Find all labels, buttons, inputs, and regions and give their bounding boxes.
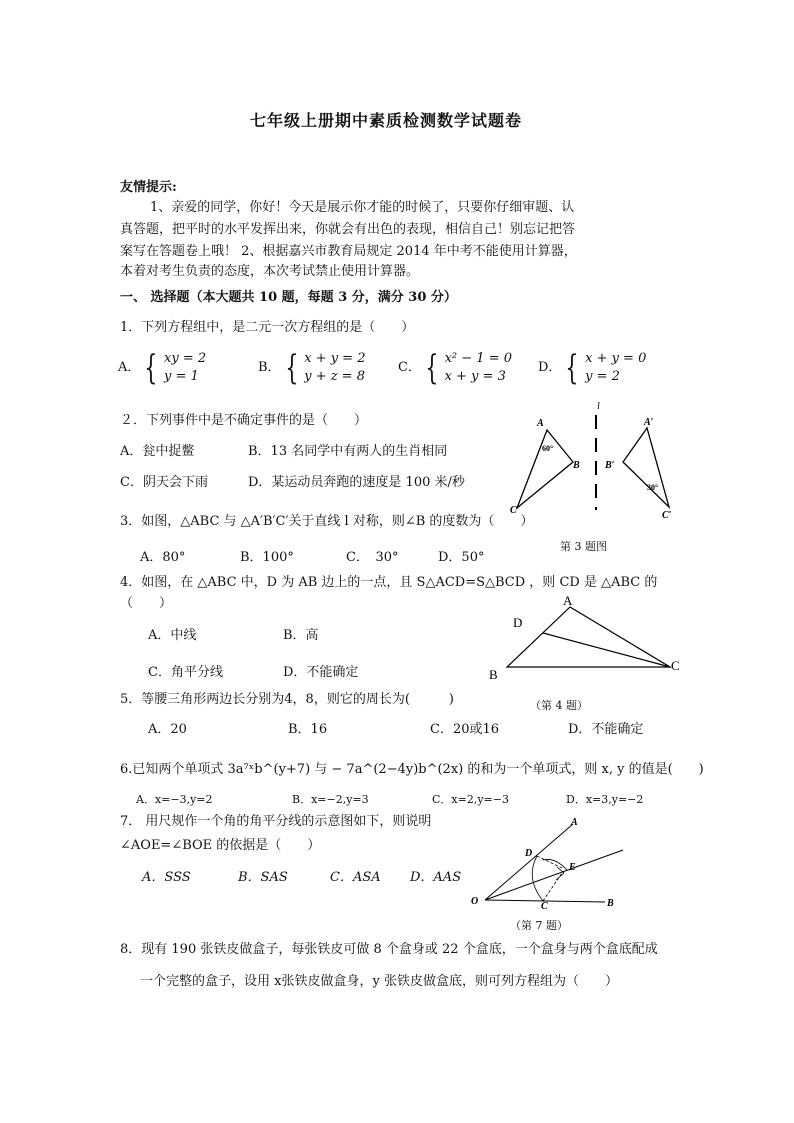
q7-fig-label-b: B (607, 898, 614, 909)
q7-stem-line-1: 7． 用尺规作一个角的角平分线的示意图如下，则说明 (120, 814, 432, 829)
q1-option-b (258, 350, 365, 386)
q4-fig-label-d: D (513, 615, 523, 630)
q3-fig-angle-30: 30° (647, 483, 659, 492)
q3-option-d: D．50° (438, 550, 485, 565)
q2-option-d: D．某运动员奔跑的速度是 100 米/秒 (248, 475, 465, 490)
q2-option-a: A．瓮中捉鳖 (120, 444, 195, 459)
q2-option-c: C．阴天会下雨 (120, 475, 208, 490)
q7-option-b: B．SAS (238, 870, 288, 885)
tips-line-4: 本着对考生负责的态度，本次考试禁止使用计算器。 (120, 264, 420, 279)
tips-line-2: 真答题，把平时的水平发挥出来，你就会有出色的表现，相信自己！别忘记把答 (120, 222, 576, 237)
q4-option-a: A．中线 (148, 628, 197, 643)
q4-option-d: D．不能确定 (283, 665, 359, 680)
q7-fig-label-e: E (569, 862, 576, 873)
q5-option-a: A．20 (148, 722, 187, 737)
q4-fig-label-b: B (489, 667, 498, 682)
q3-fig-label-c: C (510, 505, 517, 516)
q3-fig-label-b: B (573, 460, 580, 471)
q5-option-d: D．不能确定 (568, 722, 644, 737)
q7-fig-label-c: C (541, 901, 548, 912)
q3-option-a: A．80° (140, 550, 186, 565)
q1-c-label: C． (398, 360, 421, 375)
q1-c-eq1: x² − 1 = 0 (444, 351, 512, 366)
q1-option-a (118, 350, 206, 386)
q4-paren: （ ） (120, 596, 173, 611)
q6-stem: 6.已知两个单项式 3a⁷ˣb^(y+7) 与 − 7a^(2−4y)b^(2x) 的和为一个单项式，则 x, y 的值是( ) (120, 762, 704, 777)
q4-fig-label-a: A (563, 593, 573, 608)
q3-fig-label-a: A (537, 418, 544, 429)
q5-stem: 5．等腰三角形两边长分别为4，8，则它的周长为( ) (120, 692, 454, 707)
q1-b-label: B． (258, 360, 281, 375)
q4-figure (485, 590, 695, 685)
q1-a-eq1: xy = 2 (164, 351, 207, 366)
tips-line-1: 1、亲爱的同学，你好！今天是展示你才能的时候了，只要你仔细审题、认 (150, 200, 575, 215)
brace-icon: { (144, 348, 158, 388)
q4-caption: （第 4 题） (530, 699, 588, 712)
q3-fig-label-b2: B′ (605, 460, 615, 471)
q1-d-eq1: x + y = 0 (585, 351, 647, 366)
q1-option-c (398, 350, 512, 386)
q4-option-c: C．角平分线 (148, 665, 223, 680)
q3-fig-label-l: l (597, 401, 600, 412)
brace-icon: { (565, 348, 579, 388)
q6-option-a: A．x=−3,y=2 (136, 793, 213, 806)
q8-line-2: 一个完整的盒子，设用 x张铁皮做盒身，y 张铁皮做盒底，则可列方程组为（ ） (140, 974, 618, 989)
q2-stem: ２．下列事件中是不确定事件的是（ ） (120, 413, 368, 428)
q7-option-c: C．ASA (330, 870, 381, 885)
q7-stem-line-2: ∠AOE=∠BOE 的依据是（ ） (120, 838, 321, 853)
section-1-heading: 一、 选择题（本大题共 10 题，每题 3 分，满分 30 分） (120, 290, 457, 305)
tips-heading: 友情提示: (120, 180, 177, 195)
brace-icon: { (284, 348, 298, 388)
q3-figure (505, 401, 695, 530)
q1-c-eq2: x + y = 3 (444, 369, 506, 384)
q1-option-d (538, 350, 646, 386)
q3-fig-angle-60: 60° (542, 444, 554, 453)
q3-stem: 3．如图，△ABC 与 △A′B′C′关于直线 l 对称，则∠B 的度数为（ ） (120, 514, 534, 529)
q1-stem: 1．下列方程组中，是二元一次方程组的是（ ） (120, 320, 415, 335)
page-title: 七年级上册期中素质检测数学试题卷 (250, 111, 523, 130)
q7-figure (465, 812, 640, 932)
q3-option-b: B．100° (240, 550, 294, 565)
q1-b-eq2: y + z = 8 (304, 369, 365, 384)
q6-option-b: B．x=−2,y=3 (292, 793, 369, 806)
q7-fig-label-o: O (471, 896, 479, 907)
q4-stem: 4．如图，在 △ABC 中，D 为 AB 边上的一点，且 S△ACD=S△BCD ，则 CD 是 △ABC 的 (120, 575, 658, 590)
q6-option-c: C．x=2,y=−3 (432, 793, 509, 806)
q4-option-b: B．高 (283, 628, 319, 643)
q7-option-d: D．AAS (410, 870, 462, 885)
q3-option-c: C． 30° (346, 550, 399, 565)
q6-option-d: D．x=3,y=−2 (566, 793, 644, 806)
q3-fig-label-a2: A′ (644, 417, 654, 428)
q1-d-label: D． (538, 360, 562, 375)
q8-line-1: 8．现有 190 张铁皮做盒子，每张铁皮可做 8 个盒身或 22 个盒底，一个盒身与两个盒底配成 (120, 942, 658, 957)
q1-b-eq1: x + y = 2 (304, 351, 366, 366)
brace-icon: { (425, 348, 439, 388)
q5-option-b: B．16 (288, 722, 328, 737)
q7-caption: （第 7 题） (510, 919, 568, 932)
tips-line-3: 案写在答题卷上哦！ 2、根据嘉兴市教育局规定 2014 年中考不能使用计算器， (120, 244, 577, 259)
q7-fig-label-d: D (525, 848, 533, 859)
q7-fig-label-a: A (571, 817, 578, 828)
q4-fig-label-c: C (671, 658, 680, 673)
q1-d-eq2: y = 2 (585, 369, 620, 384)
q2-option-b: B．13 名同学中有两人的生肖相同 (248, 444, 448, 459)
q3-fig-label-c2: C′ (662, 510, 672, 521)
q1-a-eq2: y = 1 (164, 369, 199, 384)
q7-option-a: A．SSS (142, 870, 191, 885)
q3-caption: 第 3 题图 (560, 540, 607, 553)
q1-a-label: A． (118, 360, 141, 375)
q5-option-c: C．20或16 (430, 722, 500, 737)
